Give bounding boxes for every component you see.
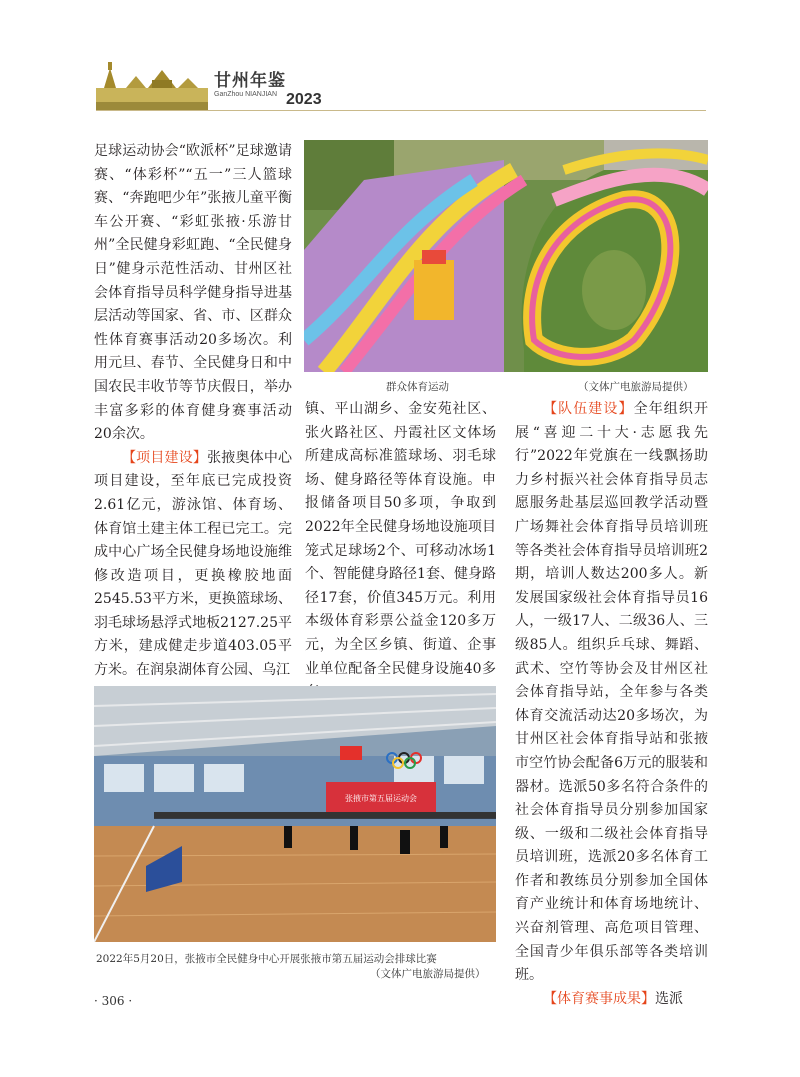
rainbow-track-image xyxy=(304,140,708,372)
right-paragraph-team xyxy=(515,398,708,988)
gym-banner-text: 张掖市第五届运动会 xyxy=(345,794,417,803)
projects-text: 张掖奥体中心项目建设，至年底已完成投资2.61亿元，游泳馆、体育场、体育馆土建主体工程已完工。完成中心广场全民健身场地设施维修改造项目，更换橡胶地面2545.53平方米，更换篮球场、羽毛球场悬浮式地板2127.25平方米，建成健走步道403.05平方米。在润泉湖体育公园、乌江 xyxy=(94,449,293,679)
photo-top-credit: （文体广电旅游局提供） xyxy=(578,381,694,393)
right-paragraph-results xyxy=(515,988,708,1012)
results-text: 选派 xyxy=(655,990,683,1007)
middle-column xyxy=(305,398,496,705)
left-column xyxy=(94,140,292,683)
photo-top-caption: 群众体育运动 xyxy=(386,381,449,393)
team-text: 全年组织开展“喜迎二十大·志愿我先行”2022年党旗在一线飘扬助力乡村振兴社会体育指导员志愿服务赴基层巡回教学活动暨广场舞社会体育指导员培训班等各类社会体育指导员培训班2期，培训人数达200多人。新发展国家级社会体育指导员16人，一级17人、二级36人、三级85人。组织乒乓球、舞蹈、武术、空竹等协会及甘州区社会体育指导站，全年参与各类体育交流活动达20多场次，为甘州区社会体育指导站和张掖市空竹协会配备6万元的服装和器材。选派50多名符合条件的社会体育指导员分别参加国家级、一级和二级社会体育指导员培训班，选派20多名体育工作者和教练员分别参加全国体育产业统计和体育场地统计、兴奋剂管理、高危项目管理、全国青少年俱乐部等各类培训班。 xyxy=(515,401,709,984)
section-heading-projects: 【项目建设】 xyxy=(122,449,208,466)
yearbook-logo-temple-icon xyxy=(96,58,208,110)
photo-volleyball-match xyxy=(94,686,496,942)
photo-bottom-caption: 2022年5月20日，张掖市全民健身中心开展张掖市第五届运动会排球比赛 xyxy=(96,953,437,965)
header-divider xyxy=(96,110,706,111)
left-paragraph-events: 足球运动协会“欧派杯”足球邀请赛、“体彩杯”“五一”三人篮球赛、“奔跑吧少年”张掖儿童平衡车公开赛、“彩虹张掖·乐游甘州”全民健身彩虹跑、“全民健身日”健身示范性活动、甘州区社会体育指导员科学健身指导进基层活动等国家、省、市、区群众性体育赛事活动20多场次。利用元旦、春节、全民健身日和中国农民丰收节等节庆假日，举办丰富多彩的体育健身赛事活动20余次。 xyxy=(94,143,292,443)
middle-paragraph-facilities: 镇、平山湖乡、金安苑社区、张火路社区、丹霞社区文体场所建成高标准篮球场、羽毛球场、健身路径等体育设施。申报储备项目50多项，争取到2022年全民健身场地设施项目笼式足球场2个、可移动冰场1个、智能健身路径1套、健身路径17套，价值345万元。利用本级体育彩票公益金120多万元，为全区乡镇、街道、企事业单位配备全民健身设施40多 xyxy=(305,401,496,677)
photo-bottom-credit: （文体广电旅游局提供） xyxy=(370,968,486,980)
right-column xyxy=(515,398,708,1011)
page-number: · 306 · xyxy=(94,994,133,1008)
yearbook-year: 2023 xyxy=(286,91,322,108)
yearbook-subtitle: GanZhou NIANJIAN xyxy=(214,91,278,98)
section-heading-results: 【体育赛事成果】 xyxy=(543,990,655,1007)
yearbook-title: 甘州年鉴 xyxy=(214,71,286,91)
volleyball-gym-image xyxy=(94,686,496,942)
section-heading-team: 【队伍建设】 xyxy=(543,401,634,417)
left-paragraph-projects xyxy=(94,447,292,683)
photo-mass-sports xyxy=(304,140,708,372)
